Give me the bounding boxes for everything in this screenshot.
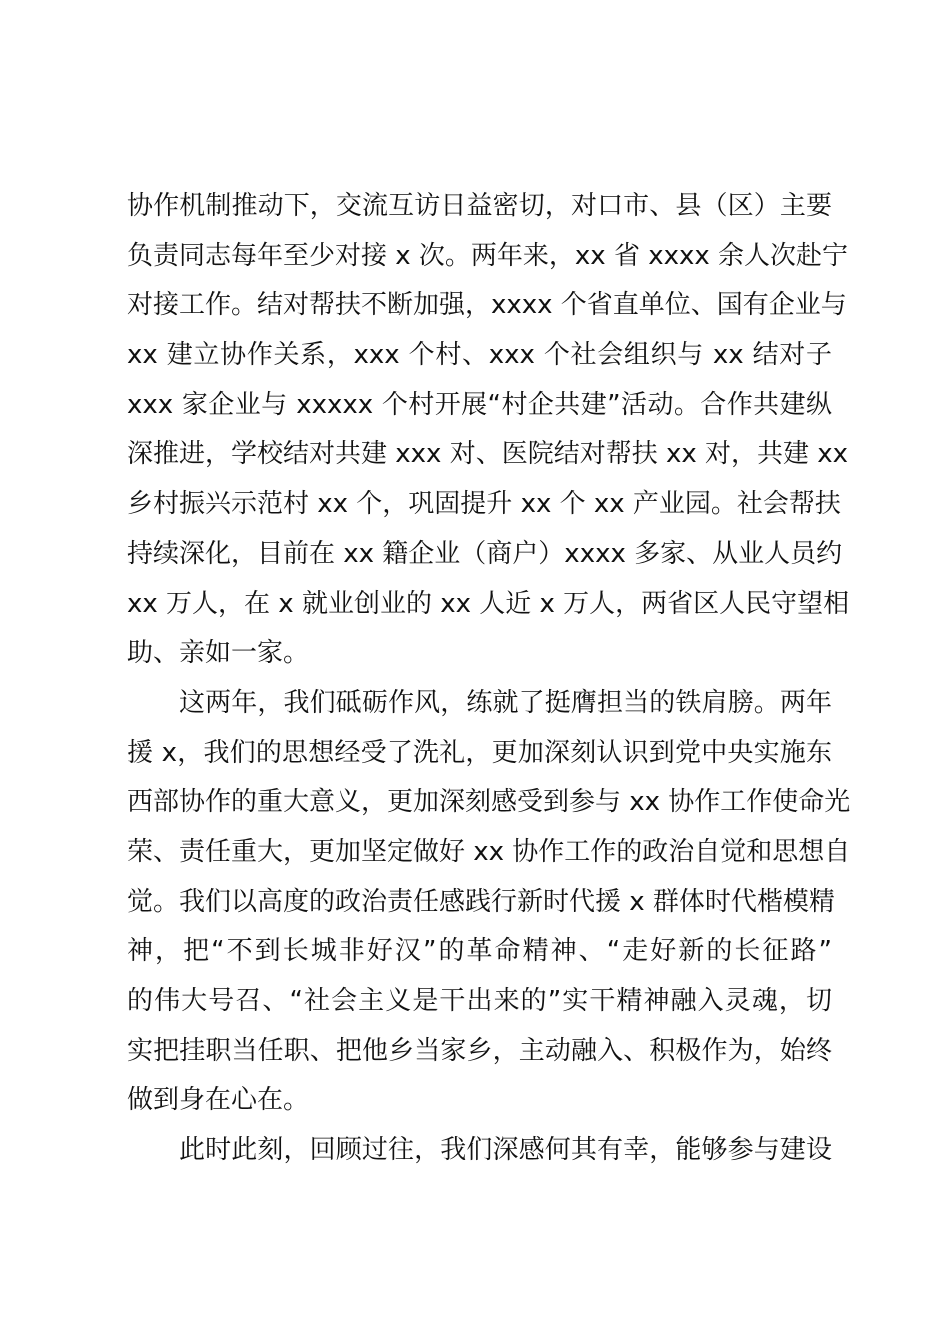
paragraph (127, 182, 850, 679)
text-line: 此时此刻，回顾过往，我们深感何其有幸，能够参与建设 (179, 1135, 832, 1166)
text-line: 持续深化，目前在 xx 籍企业（商户）xxxx 多家、从业人员约 (127, 538, 843, 569)
text-line: 乡村振兴示范村 xx 个，巩固提升 xx 个 xx 产业园。社会帮扶 (127, 489, 841, 520)
text-line: 荣、责任重大，更加坚定做好 xx 协作工作的政治自觉和思想自 (127, 836, 851, 867)
text-line: 实把挂职当任职、把他乡当家乡，主动融入、积极作为，始终 (127, 1035, 832, 1066)
text-line: 对接工作。结对帮扶不断加强，xxxx 个省直单位、国有企业与 (127, 290, 847, 321)
text-line: 负责同志每年至少对接 x 次。两年来，xx 省 xxxx 余人次赴宁 (127, 240, 849, 271)
text-line: 这两年，我们砥砺作风，练就了挺膺担当的铁肩膀。两年 (179, 687, 832, 718)
text-line: 做到身在心在。 (127, 1085, 310, 1116)
text-line: 援 x，我们的思想经受了洗礼，更加深刻认识到党中央实施东 (127, 737, 832, 768)
text-line: 助、亲如一家。 (127, 638, 310, 669)
text-line: xxx 家企业与 xxxxx 个村开展“村企共建”活动。合作共建纵 (127, 389, 832, 420)
text-line: 的伟大号召、“社会主义是干出来的”实干精神融入灵魂，切 (127, 986, 832, 1016)
document-page (127, 182, 851, 1176)
text-line: 深推进，学校结对共建 xxx 对、医院结对帮扶 xx 对，共建 xx (127, 439, 849, 470)
paragraph (127, 679, 851, 1126)
text-line: 觉。我们以高度的政治责任感践行新时代援 x 群体时代楷模精 (127, 886, 835, 917)
paragraph (127, 1126, 832, 1176)
text-line: 神，把“不到长城非好汉”的革命精神、“走好新的长征路” (127, 936, 832, 967)
text-line: 协作机制推动下，交流互访日益密切，对口市、县（区）主要 (127, 191, 832, 221)
text-line: xx 建立协作关系，xxx 个村、xxx 个社会组织与 xx 结对子 (127, 340, 832, 371)
text-line: 西部协作的重大意义，更加深刻感受到参与 xx 协作工作使命光 (127, 787, 851, 818)
text-line: xx 万人，在 x 就业创业的 xx 人近 x 万人，两省区人民守望相 (127, 588, 850, 619)
